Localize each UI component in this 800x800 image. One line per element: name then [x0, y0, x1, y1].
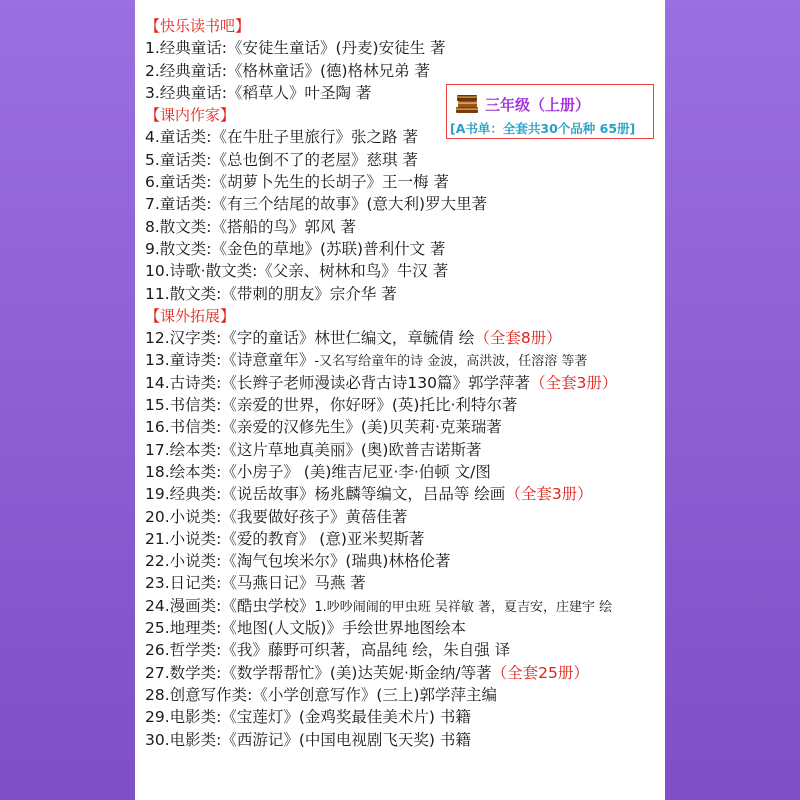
book-item [145, 550, 665, 572]
books-icon [453, 89, 481, 117]
book-item-text: 7.童话类:《有三个结尾的故事》(意大利)罗大里著 [145, 195, 488, 214]
book-item-text: 1.经典童话:《安徒生童话》(丹麦)安徒生 著 [145, 39, 446, 58]
book-item-text: 9.散文类:《金色的草地》(苏联)普利什文 著 [145, 239, 446, 258]
book-item [145, 662, 665, 684]
book-item-text: 11.散文类:《带刺的朋友》宗介华 著 [145, 284, 397, 303]
book-item-detail: -又名写给童年的诗 金波，高洪波，任溶溶 等著 [314, 354, 588, 370]
book-item-text: 24.漫画类:《酷虫学校》 [145, 596, 315, 615]
book-item-text: 8.散文类:《搭船的鸟》郭风 著 [145, 217, 356, 236]
set-count-note: （全套3册） [505, 485, 593, 504]
book-item [145, 193, 665, 215]
book-item [145, 37, 665, 59]
book-item [145, 617, 665, 639]
book-item-text: 2.经典童话:《格林童话》(德)格林兄弟 著 [145, 61, 431, 80]
book-item [145, 327, 665, 349]
book-item-text: 26.哲学类:《我》藤野可织著，高晶纯 绘，朱自强 译 [145, 641, 511, 660]
set-count-note: （全套3册） [529, 373, 618, 392]
list-summary: [A书单：全套共30个品种 65册] [450, 121, 636, 136]
book-item [145, 372, 665, 394]
book-item [145, 60, 665, 82]
book-item-text: 10.诗歌·散文类:《父亲、树林和鸟》牛汉 著 [145, 262, 449, 281]
book-item [145, 572, 665, 594]
book-item-text: 30.电影类:《西游记》(中国电视剧飞天奖) 书籍 [145, 730, 471, 749]
book-item [145, 216, 665, 238]
book-item-text: 23.日记类:《马燕日记》马燕 著 [145, 574, 366, 593]
book-item-text: 28.创意写作类:《小学创意写作》(三上)郭学萍主编 [145, 685, 497, 704]
book-item-text: 18.绘本类:《小房子》 (美)维吉尼亚·李·伯顿 文/图 [145, 462, 491, 481]
book-item [145, 595, 665, 617]
book-item [145, 483, 665, 505]
book-item-text: 27.数学类:《数学帮帮忙》(美)达芙妮·斯金纳/等著 [145, 663, 492, 682]
book-item [145, 528, 665, 550]
info-box [446, 84, 654, 139]
book-item-text: 29.电影类:《宝莲灯》(金鸡奖最佳美术片) 书籍 [145, 708, 471, 727]
book-item [145, 394, 665, 416]
book-item [145, 171, 665, 193]
book-item [145, 506, 665, 528]
book-item [145, 684, 665, 706]
book-item-text: 20.小说类:《我要做好孩子》黄蓓佳著 [145, 507, 408, 526]
book-item [145, 416, 665, 438]
book-item-text: 21.小说类:《爱的教育》 (意)亚米契斯著 [145, 529, 425, 548]
book-item-text: 13.童诗类:《诗意童年》 [145, 351, 315, 370]
book-item-text: 25.地理类:《地图(人文版)》手绘世界地图绘本 [145, 619, 466, 638]
book-item-text: 15.书信类:《亲爱的世界，你好呀》(英)托比·利特尔著 [145, 396, 518, 415]
book-item-detail: 1.吵吵闹闹的甲虫班 吴祥敏 著，夏吉安，庄建宇 绘 [314, 599, 613, 615]
section-title: 【快乐读书吧】 [145, 17, 251, 35]
book-item-text: 17.绘本类:《这片草地真美丽》(奥)欧普吉诺斯著 [145, 440, 482, 459]
book-item-text: 4.童话类:《在牛肚子里旅行》张之路 著 [145, 128, 418, 147]
section-title: 【课内作家】 [145, 106, 236, 125]
book-item-text: 6.童话类:《胡萝卜先生的长胡子》王一梅 著 [145, 173, 449, 192]
book-item [145, 706, 665, 728]
book-item [145, 260, 665, 282]
book-item-text: 14.古诗类:《长辫子老师漫读必背古诗130篇》郭学萍著 [145, 373, 530, 392]
book-item [145, 729, 665, 751]
book-item-text: 5.童话类:《总也倒不了的老屋》慈琪 著 [145, 150, 418, 169]
grade-label: 三年级（上册） [485, 96, 591, 114]
book-item [145, 283, 665, 305]
book-item [145, 238, 665, 260]
book-item-text: 3.经典童话:《稻草人》叶圣陶 著 [145, 83, 372, 102]
book-item [145, 639, 665, 661]
book-item [145, 461, 665, 483]
book-item [145, 439, 665, 461]
book-item-text: 12.汉字类:《字的童话》林世仁编文，章毓倩 绘 [145, 329, 475, 348]
section-title: 【课外拓展】 [145, 306, 236, 325]
book-item-text: 19.经典类:《说岳故事》杨兆麟等编文，吕品等 绘画 [145, 485, 506, 504]
set-count-note: （全套25册） [491, 663, 589, 682]
book-item-text: 22.小说类:《淘气包埃米尔》(瑞典)林格伦著 [145, 552, 451, 571]
book-item [145, 149, 665, 171]
set-count-note: （全套8册） [474, 329, 562, 348]
book-item [145, 349, 665, 371]
book-item-text: 16.书信类:《亲爱的汉修先生》(美)贝芙莉·克莱瑞著 [145, 418, 502, 437]
